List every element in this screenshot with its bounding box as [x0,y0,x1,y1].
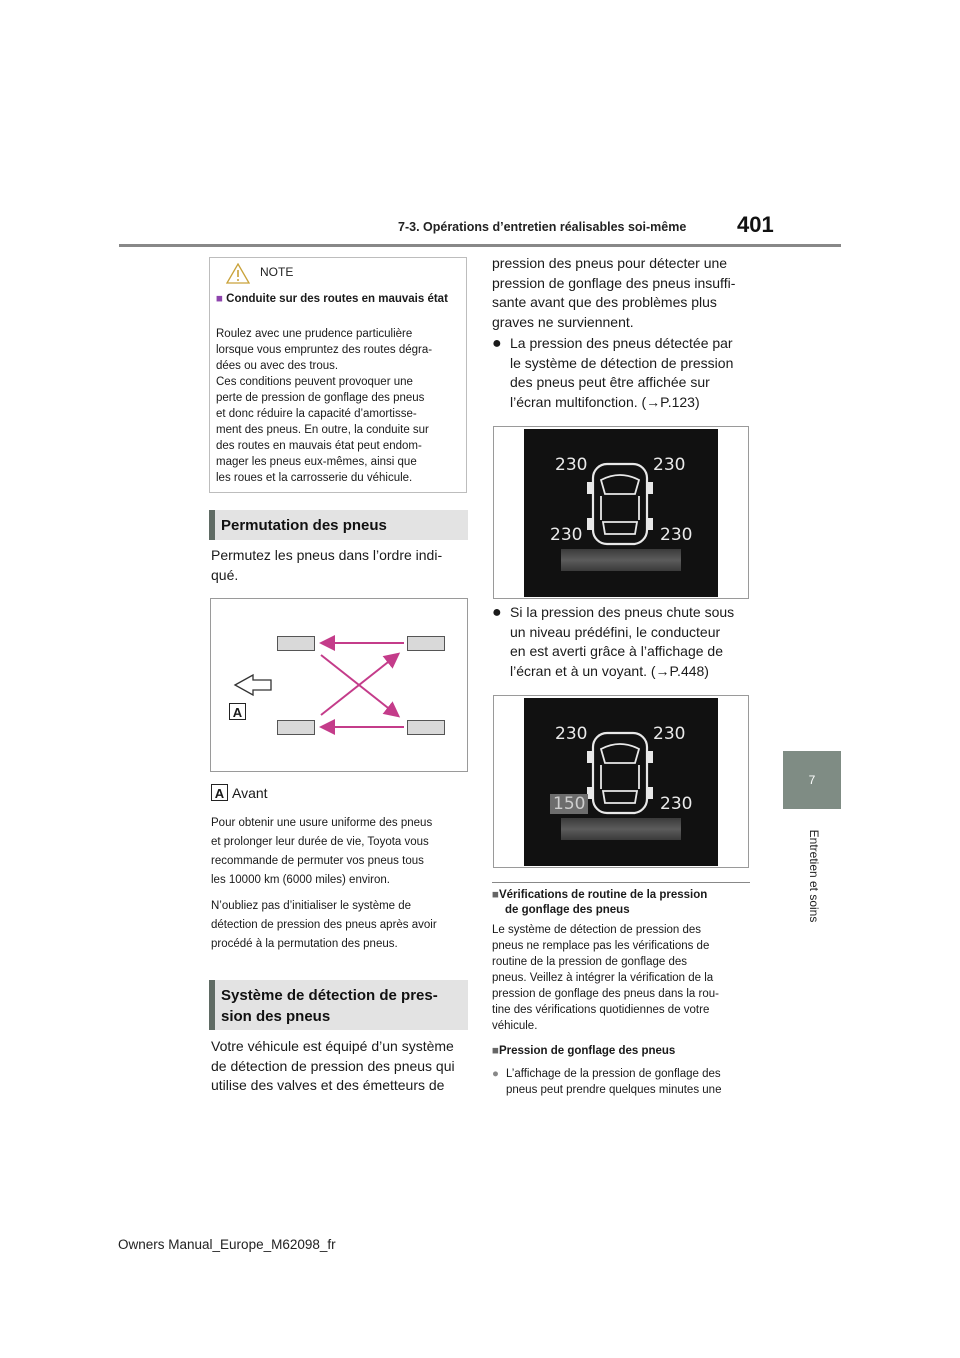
legend-label-a: A [211,784,228,801]
square-bullet-icon: ■ [492,1045,499,1057]
rotation-arrows [211,599,467,771]
note-header [210,258,466,286]
routine-line: pression de gonflage des pneus dans la rou- [492,988,719,1000]
tpms-continued-line: pression de gonflage des pneus insuffi- [492,274,736,291]
pressure-rear-right: 230 [660,794,693,814]
note-line: ment des pneus. En outre, la conduite sur [216,424,429,436]
tpms-display-normal [493,426,749,599]
bullet-line: l’écran et à un voyant. (→P.448) [510,662,709,679]
tpms-heading [209,980,468,1030]
note-box [209,257,467,493]
figure-label-a: A [229,703,246,720]
status-band [561,818,681,840]
car-top-view-icon [587,729,653,817]
bullet-dot-icon: ● [492,604,502,621]
warning-icon [226,263,250,284]
routine-line: tine des vérifications quotidiennes de votre [492,1004,710,1016]
legend-text: Avant [232,785,268,801]
note-body [216,326,462,486]
note-line: des routes en mauvais état peut endom- [216,440,422,452]
rotation-note-line: les 10000 km (6000 miles) environ. [211,874,390,886]
rotation-note-line: N’oubliez pas d’initialiser le système de [211,900,412,912]
note-line: Roulez avec une prudence particulière [216,328,413,340]
car-top-view-icon [587,460,653,548]
note-line: perte de pression de gonflage des pneus [216,392,425,404]
chapter-number: 7 [808,773,816,787]
tpms-heading-line: sion des pneus [221,1008,331,1025]
tpms-continued [492,254,752,332]
pressure-title-text: Pression de gonflage des pneus [498,1045,676,1057]
chapter-label: Entretien et soins [807,829,821,923]
page-number: 401 [737,212,774,237]
routine-title-line: de gonflage des pneus [505,904,630,916]
pressure-line: pneus peut prendre quelques minutes une [506,1084,722,1096]
footer-doc-id: Owners Manual_Europe_M62098_fr [118,1237,336,1252]
bullet-line: en est averti grâce à l’affichage de [510,643,723,659]
rotation-diagram [210,598,468,772]
rotation-note-line: recommande de permuter vos pneus tous [211,855,424,867]
tpms-intro-line: Votre véhicule est équipé d’un système [211,1038,454,1054]
pressure-front-right: 230 [653,455,686,475]
rotation-note-line: détection de pression des pneus après avoir [211,919,437,931]
routine-line: pneus. Veillez à intégrer la vérification de la [492,972,714,984]
note-title [216,292,462,307]
pressure-front-right: 230 [653,724,686,744]
square-bullet-icon: ■ [492,889,499,901]
rotation-note-line: et prolonger leur durée de vie, Toyota vous [211,836,429,848]
rotation-note-line: procédé à la permutation des pneus. [211,938,398,950]
tpms-display-warning [493,695,749,868]
pressure-front-left: 230 [555,455,588,475]
note-line: dées ou avec des trous. [216,360,339,372]
rotation-notes [211,814,471,954]
rotation-heading: Permutation des pneus [209,510,468,540]
routine-body [492,922,754,1034]
tpms-intro-line: de détection de pression des pneus qui [211,1057,455,1074]
tpms-intro [211,1037,473,1096]
section-title: 7-3. Opérations d’entretien réalisables soi-même [398,220,687,234]
section-divider [492,882,750,883]
pressure-front-left: 230 [555,724,588,744]
note-line: les roues et la carrosserie du véhicule. [216,472,413,484]
rotation-intro-line: Permutez les pneus dans l’ordre indi- [211,547,443,563]
note-line: mager les pneus eux-mêmes, ainsi que [216,456,417,468]
note-label: NOTE [260,265,294,279]
bullet-line: l’écran multifonction. (→P.123) [510,393,700,410]
tpms-continued-line: pression des pneus pour détecter une [492,255,728,271]
tpms-heading-line: Système de détection de pres- [221,987,438,1004]
note-line: lorsque vous empruntez des routes dégra- [216,344,433,356]
tpms-continued-line: sante avant que des problèmes plus [492,294,717,310]
tpms-continued-line: graves ne surviennent. [492,313,634,330]
header-rule [119,244,841,247]
tpms-bullet-2 [492,603,752,681]
tpms-bullet-1 [492,334,752,412]
note-title-text: Conduite sur des routes en mauvais état [226,293,448,305]
chapter-tab[interactable] [783,751,841,809]
routine-title [492,888,752,918]
pressure-rear-left-low: 150 [550,794,588,814]
bullet-line: La pression des pneus détectée par [510,335,733,351]
note-line: Ces conditions peuvent provoquer une [216,376,413,388]
bullet-dot-icon: ● [492,335,502,352]
note-line: et donc réduire la capacité d’amortisse- [216,408,417,420]
rotation-intro-line: qué. [211,566,239,583]
front-arrow-icon [235,675,271,695]
multi-info-screen [524,429,718,597]
rotation-intro [211,546,469,585]
bullet-line: le système de détection de pression [510,354,734,371]
bullet-line: un niveau prédéfini, le conducteur [510,623,721,640]
pressure-rear-right: 230 [660,525,693,545]
pressure-title [492,1044,752,1059]
square-bullet-icon: ■ [216,293,223,305]
pressure-bullet [492,1066,754,1098]
tpms-intro-line: utilise des valves et des émetteurs de [211,1077,445,1093]
routine-line: véhicule. [492,1020,538,1032]
routine-title-line: Vérifications de routine de la pression [498,889,708,901]
multi-info-screen [524,698,718,866]
rotation-note-line: Pour obtenir une usure uniforme des pneus [211,817,433,829]
bullet-line: Si la pression des pneus chute sous [510,604,735,620]
routine-line: pneus ne remplace pas les vérifications de [492,940,710,952]
legend [211,784,268,802]
routine-line: Le système de détection de pression des [492,924,702,936]
circle-bullet-icon: ● [492,1068,499,1080]
status-band [561,549,681,571]
routine-line: routine de la pression de gonflage des [492,956,688,968]
bullet-line: des pneus peut être affichée sur [510,374,710,390]
pressure-line: L’affichage de la pression de gonflage des [506,1068,721,1080]
pressure-rear-left: 230 [550,525,583,545]
